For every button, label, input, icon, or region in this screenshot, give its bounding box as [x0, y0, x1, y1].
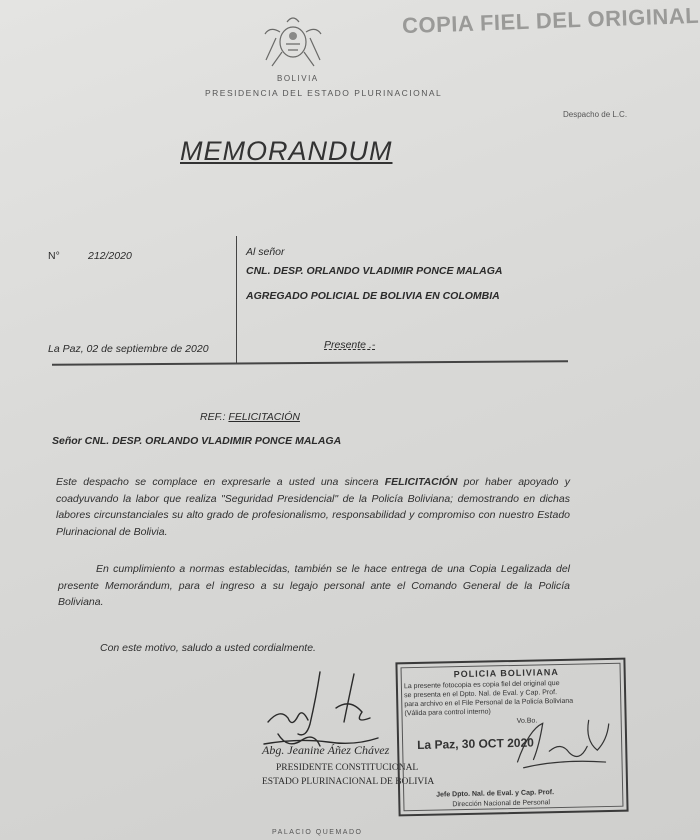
body-paragraph-2: En cumplimiento a normas establecidas, también se le hace entrega de una Copia Legalizada del presente Memorándum, para el ingreso a su legajo personal ante el Comando General de la Policía Boliviana. — [58, 563, 570, 608]
ref-label: REF.: — [200, 411, 226, 423]
stamp-vobo: Vo.Bo. — [516, 717, 538, 725]
closing-line: Con este motivo, saludo a usted cordialmente. — [100, 642, 316, 654]
memo-to-name: CNL. DESP. ORLANDO VLADIMIR PONCE MALAGA — [246, 265, 503, 277]
bottom-text: PALACIO QUEMADO — [272, 829, 363, 836]
header-country: BOLIVIA — [277, 74, 319, 83]
salutation: Señor CNL. DESP. ORLANDO VLADIMIR PONCE MALAGA — [52, 435, 342, 447]
copy-stamp: COPIA FIEL DEL ORIGINAL — [401, 2, 700, 39]
divider-horizontal — [52, 360, 568, 366]
body-paragraph-1 — [56, 474, 570, 540]
stamp-heading: POLICIA BOLIVIANA — [453, 667, 559, 680]
memo-to-label: Al señor — [246, 246, 285, 258]
body-p1-b: FELICITACIÓN — [384, 476, 458, 488]
stamp-date: La Paz, 30 OCT 2020 — [416, 735, 535, 752]
stamp-footer-2: Dirección Nacional de Personal — [452, 799, 551, 809]
handwritten-signature-icon — [258, 668, 398, 754]
divider-vertical — [236, 236, 237, 364]
stamp-footer-1: Jefe Dpto. Nal. de Eval. y Cap. Prof. — [436, 789, 555, 799]
stamp-text-4: (Válida para control interno) — [404, 708, 491, 718]
body-p1-a: Este despacho se complace en expresarle a usted una sincera — [56, 476, 385, 488]
page-title: MEMORANDUM — [180, 136, 393, 166]
ref-value: FELICITACIÓN — [228, 411, 300, 423]
stamp-text-1: La presente fotocopia es copia fiel del original que — [403, 679, 560, 691]
memo-presente: Presente .- — [324, 339, 376, 351]
memo-number-label: N° — [48, 250, 60, 262]
stamp-text-2: se presenta en el Dpto. Nal. de Eval. y Cap. Prof. — [404, 689, 558, 700]
stamp-signature-icon — [508, 710, 619, 772]
stamp-text-3: para archivo en el File Personal de la Policía Boliviana — [404, 697, 574, 709]
body-p1-c: por haber apoyado y coadyuvando la labor que realiza "Seguridad Presidencial" de la Policía Boliviana; demostrando en dichas labores circunstanciales su alto grado de profesionalismo, responsabilidad y compromiso con nuestro Estado Plurinacional de Bolivia. — [56, 476, 570, 538]
despacho-note: Despacho de L.C. — [563, 110, 628, 119]
bolivia-coat-of-arms-icon — [262, 12, 324, 68]
ref-line — [200, 411, 300, 423]
memo-to-role: AGREGADO POLICIAL DE BOLIVIA EN COLOMBIA — [246, 290, 500, 302]
police-stamp — [395, 658, 628, 817]
signature-title-2: ESTADO PLURINACIONAL DE BOLIVIA — [262, 777, 435, 787]
signature-name: Abg. Jeanine Áñez Chávez — [262, 743, 390, 757]
memo-place-date: La Paz, 02 de septiembre de 2020 — [48, 343, 209, 355]
memo-number: 212/2020 — [88, 250, 132, 262]
header-office: PRESIDENCIA DEL ESTADO PLURINACIONAL — [205, 88, 443, 98]
signature-title-1: PRESIDENTE CONSTITUCIONAL — [276, 763, 419, 773]
